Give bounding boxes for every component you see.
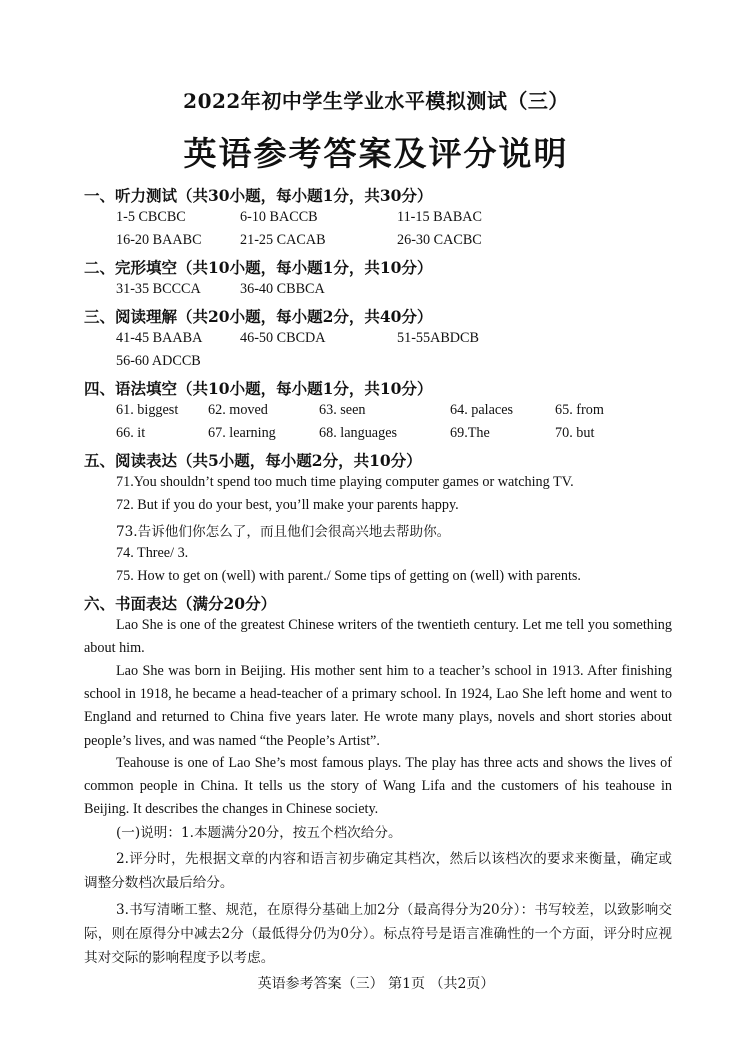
answer-item: 67. learning [208, 425, 276, 441]
answer-item: 65. from [555, 402, 604, 418]
scoring-note: 3.书写清晰工整、规范，在原得分基础上加2分（最高得分为20分）：书写较差，以致影响交际，则在原得分中减去2分（最低得分仍为0分）。标点符号是语言准确性的一个方面，评分时应视其对交际的影响程度予以考虑。 [84, 902, 672, 966]
answer-group: 41-45 BAABA [116, 330, 203, 346]
answer-item: 69.The [450, 425, 490, 441]
answer-item: 64. palaces [450, 402, 514, 418]
answer-line: 72. But if you do your best, you’ll make your parents happy. [116, 497, 459, 513]
section-heading-reading: 三、阅读理解（共20小题，每小题2分，共40分） [84, 307, 433, 326]
section-heading-grammar: 四、语法填空（共10小题，每小题1分，共10分） [84, 379, 433, 398]
answer-line: 71.You shouldn’t spend too much time playing computer games or watching TV. [116, 474, 574, 490]
answer-group: 46-50 CBCDA [240, 330, 326, 346]
essay-paragraph: Lao She is one of the greatest Chinese writers of the twentieth century. Let me tell you something about him. [84, 617, 672, 657]
answer-group: 21-25 CACAB [240, 232, 326, 248]
exam-title: 2022年初中学生学业水平模拟测试（三） [183, 89, 569, 113]
answer-group: 1-5 CBCBC [116, 209, 186, 225]
answer-group: 26-30 CACBC [397, 232, 482, 248]
essay-paragraph: Teahouse is one of Lao She’s most famous plays. The play has three acts and shows the lives of common people in China. It tells us the story of Wang Lifa and the customers of his teahouse in Beijing. It describes the changes in Chinese society. [84, 755, 672, 818]
essay-paragraph: Lao She was born in Beijing. His mother sent him to a teacher’s school in 1913. After finishing school in 1918, he became a head-teacher of a primary school. In 1924, Lao She left home and went to England and returned to China five years later. He wrote many plays, novels and short stories about people’s lives, and was named “the People’s Artist”. [84, 663, 672, 749]
answer-line: 74. Three/ 3. [116, 545, 189, 561]
answer-item: 70. but [555, 425, 595, 441]
answer-group: 36-40 CBBCA [240, 281, 325, 297]
answer-item: 61. biggest [116, 402, 179, 418]
scoring-note: (一)说明：1.本题满分20分，按五个档次给分。 [116, 825, 402, 841]
section-heading-reading-expression: 五、阅读表达（共5小题，每小题2分，共10分） [84, 451, 422, 470]
answer-group: 56-60 ADCCB [116, 353, 201, 369]
answer-item: 62. moved [208, 402, 268, 418]
answer-group: 6-10 BACCB [240, 209, 318, 225]
answer-group: 11-15 BABAC [397, 209, 482, 225]
page-footer: 英语参考答案（三） 第1页 （共2页） [257, 976, 495, 992]
document-subtitle: 英语参考答案及评分说明 [183, 134, 569, 173]
answer-group: 16-20 BAABC [116, 232, 202, 248]
section-heading-writing: 六、书面表达（满分20分） [84, 594, 277, 613]
answer-item: 66. it [116, 425, 146, 441]
answer-group: 31-35 BCCCA [116, 281, 201, 297]
answer-item: 63. seen [319, 402, 366, 418]
section-heading-listening: 一、听力测试（共30小题，每小题1分，共30分） [84, 186, 433, 205]
scoring-note: 2.评分时，先根据文章的内容和语言初步确定其档次，然后以该档次的要求来衡量，确定或调整分数档次最后给分。 [84, 851, 672, 891]
answer-group: 51-55ABDCB [397, 330, 479, 346]
section-heading-cloze: 二、完形填空（共10小题，每小题1分，共10分） [84, 258, 433, 277]
answer-line: 75. How to get on (well) with parent./ Some tips of getting on (well) with parents. [116, 568, 581, 584]
answer-line: 73.告诉他们你怎么了，而且他们会很高兴地去帮助你。 [116, 524, 451, 540]
answer-item: 68. languages [319, 425, 398, 441]
